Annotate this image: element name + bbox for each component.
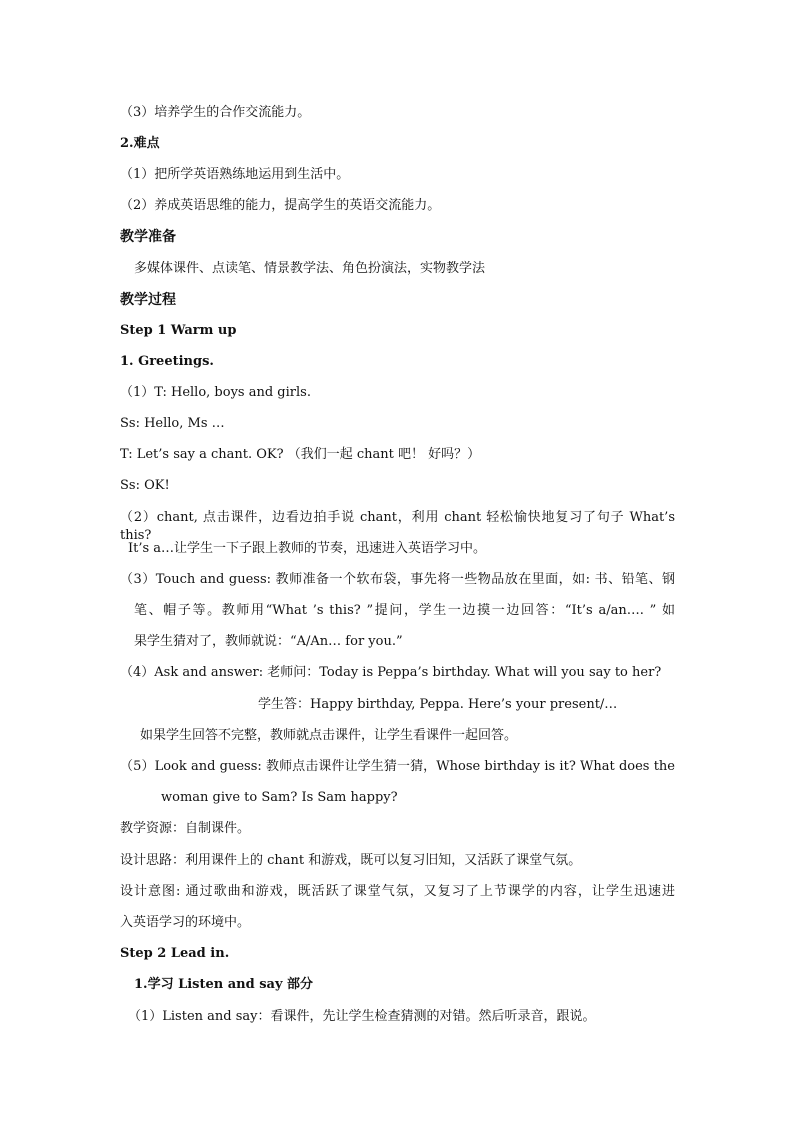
paragraph-line: 果学生猜对了，教师就说：“A/An… for you.” <box>134 634 403 649</box>
paragraph-line: 多媒体课件、点读笔、情景教学法、角色扮演法，实物教学法 <box>134 261 486 276</box>
section-heading-difficulty: 2.难点 <box>120 136 160 151</box>
paragraph-line: （4）Ask and answer: 老师问：Today is Peppa’s birthday. What will you say to her? <box>120 665 662 680</box>
paragraph-line: （2）养成英语思维的能力，提高学生的英语交流能力。 <box>120 198 441 213</box>
step-heading-warm-up: Step 1 Warm up <box>120 323 237 338</box>
paragraph-line: （5）Look and guess: 教师点击课件让学生猜一猜，Whose birthday is it? What does the <box>120 759 675 774</box>
paragraph-line: 教学资源：自制课件。 <box>120 821 251 836</box>
dialogue-line: T: Let’s say a chant. OK? （我们一起 chant 吧！ 好吗？） <box>120 447 481 462</box>
paragraph-line: 入英语学习的环境中。 <box>120 915 251 930</box>
paragraph-line: （2）chant, 点击课件，边看边拍手说 chant，利用 chant 轻松愉快地复习了句子 What’s this? <box>120 510 675 543</box>
paragraph-line: （3）培养学生的合作交流能力。 <box>120 105 311 120</box>
paragraph-line: （1）Listen and say：看课件，先让学生检查猜测的对错。然后听录音，跟说。 <box>128 1009 596 1024</box>
paragraph-line: 如果学生回答不完整，教师就点击课件，让学生看课件一起回答。 <box>140 728 518 743</box>
paragraph-line: It’s a…让学生一下子跟上教师的节奏，迅速进入英语学习中。 <box>128 541 487 556</box>
paragraph-line: 笔、帽子等。教师用“What ’s this? ”提问，学生一边摸一边回答：“It’s a/an…. ” 如 <box>134 603 675 618</box>
paragraph-line: （3）Touch and guess: 教师准备一个软布袋，事先将一些物品放在里面，如: 书、铅笔、钢 <box>120 572 675 587</box>
paragraph-line: woman give to Sam? Is Sam happy? <box>161 790 398 805</box>
dialogue-line: （1）T: Hello, boys and girls. <box>120 385 311 400</box>
step-heading-lead-in: Step 2 Lead in. <box>120 946 230 961</box>
subheading-greetings: 1. Greetings. <box>120 354 214 369</box>
paragraph-line: （1）把所学英语熟练地运用到生活中。 <box>120 167 350 182</box>
paragraph-line: 学生答：Happy birthday, Peppa. Here’s your present/… <box>258 697 618 712</box>
section-heading-preparation: 教学准备 <box>120 229 176 245</box>
paragraph-line: 设计思路：利用课件上的 chant 和游戏，既可以复习旧知，又活跃了课堂气氛。 <box>120 853 582 868</box>
subheading-listen-and-say: 1.学习 Listen and say 部分 <box>134 977 314 992</box>
dialogue-line: Ss: Hello, Ms … <box>120 416 225 431</box>
paragraph-line: 设计意图: 通过歌曲和游戏，既活跃了课堂气氛，又复习了上节课学的内容，让学生迅速进 <box>120 884 675 899</box>
section-heading-process: 教学过程 <box>120 292 176 308</box>
dialogue-line: Ss: OK! <box>120 478 170 493</box>
